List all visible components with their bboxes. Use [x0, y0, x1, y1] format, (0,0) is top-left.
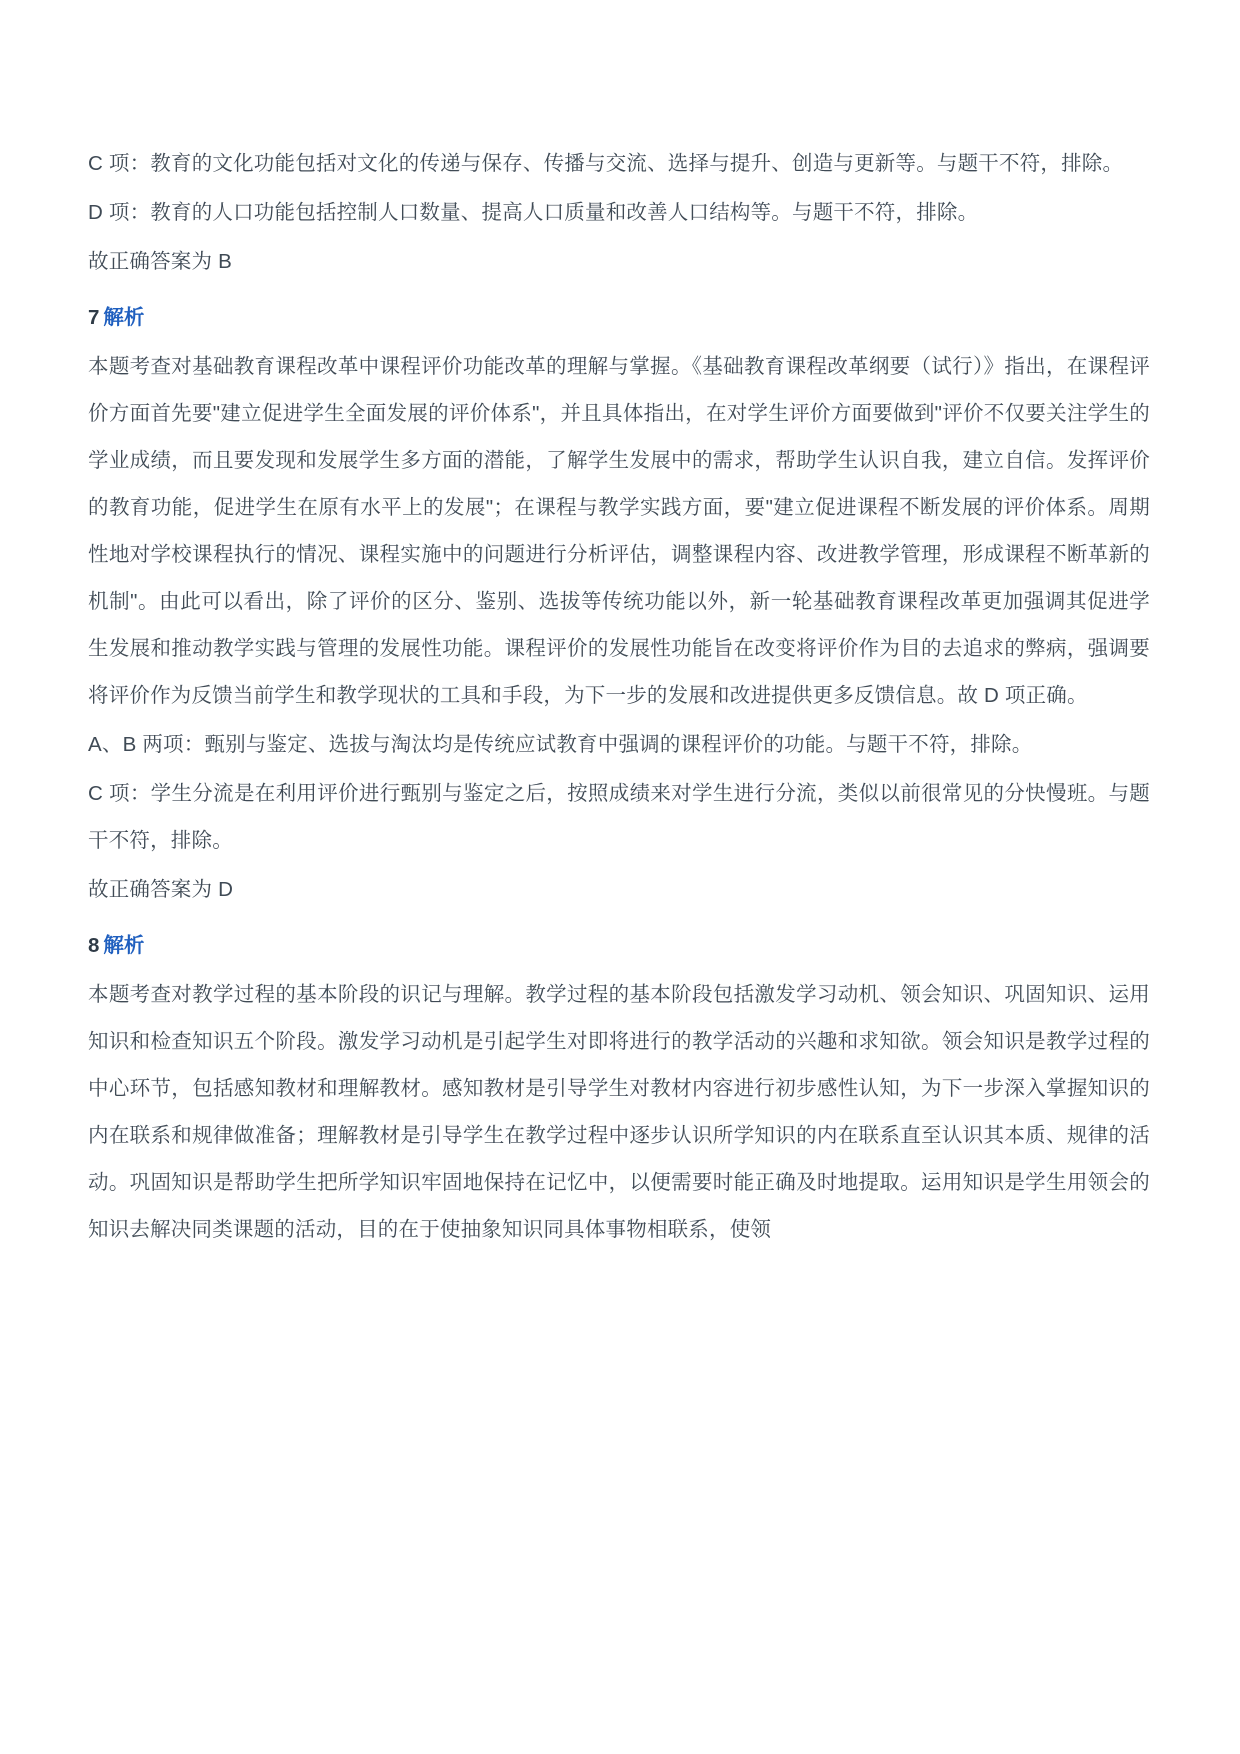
- answer-line-6: 故正确答案为 B: [88, 250, 232, 273]
- analysis-heading-7-label: 解析: [103, 306, 145, 329]
- analysis-heading-8-number: 8: [88, 934, 100, 957]
- option-d-paragraph: D 项：教育的人口功能包括控制人口数量、提高人口质量和改善人口结构等。与题干不符，排除。: [88, 201, 979, 224]
- analysis-heading-8: [88, 927, 1150, 965]
- option-ab-paragraph: A、B 两项：甄别与鉴定、选拔与淘汰均是传统应试教育中强调的课程评价的功能。与题干不符，排除。: [88, 733, 1033, 756]
- option-c-paragraph: C 项：教育的文化功能包括对文化的传递与保存、传播与交流、选择与提升、创造与更新等。与题干不符，排除。: [88, 152, 1124, 175]
- option-c-paragraph-7: C 项：学生分流是在利用评价进行甄别与鉴定之后，按照成绩来对学生进行分流，类似以前很常见的分快慢班。与题干不符，排除。: [88, 782, 1150, 852]
- answer-line-7: 故正确答案为 D: [88, 878, 234, 901]
- analysis-heading-8-label: 解析: [103, 934, 145, 957]
- analysis-heading-7: [88, 299, 1150, 337]
- analysis-body-8: 本题考查对教学过程的基本阶段的识记与理解。教学过程的基本阶段包括激发学习动机、领会知识、巩固知识、运用知识和检查知识五个阶段。激发学习动机是引起学生对即将进行的教学活动的兴趣和求知欲。领会知识是教学过程的中心环节，包括感知教材和理解教材。感知教材是引导学生对教材内容进行初步感性认知，为下一步深入掌握知识的内在联系和规律做准备；理解教材是引导学生在教学过程中逐步认识所学知识的内在联系直至认识其本质、规律的活动。巩固知识是帮助学生把所学知识牢固地保持在记忆中，以便需要时能正确及时地提取。运用知识是学生用领会的知识去解决同类课题的活动，目的在于使抽象知识同具体事物相联系，使领: [88, 983, 1150, 1241]
- analysis-body-7: 本题考查对基础教育课程改革中课程评价功能改革的理解与掌握。《基础教育课程改革纲要（试行）》指出，在课程评价方面首先要"建立促进学生全面发展的评价体系"，并且具体指出，在对学生评价方面要做到"评价不仅要关注学生的学业成绩，而且要发现和发展学生多方面的潜能，了解学生发展中的需求，帮助学生认识自我，建立自信。发挥评价的教育功能，促进学生在原有水平上的发展"；在课程与教学实践方面，要"建立促进课程不断发展的评价体系。周期性地对学校课程执行的情况、课程实施中的问题进行分析评估，调整课程内容、改进教学管理，形成课程不断革新的机制"。由此可以看出，除了评价的区分、鉴别、选拔等传统功能以外，新一轮基础教育课程改革更加强调其促进学生发展和推动教学实践与管理的发展性功能。课程评价的发展性功能旨在改变将评价作为目的去追求的弊病，强调要将评价作为反馈当前学生和教学现状的工具和手段，为下一步的发展和改进提供更多反馈信息。故 D 项正确。: [88, 355, 1150, 707]
- analysis-heading-7-number: 7: [88, 306, 100, 329]
